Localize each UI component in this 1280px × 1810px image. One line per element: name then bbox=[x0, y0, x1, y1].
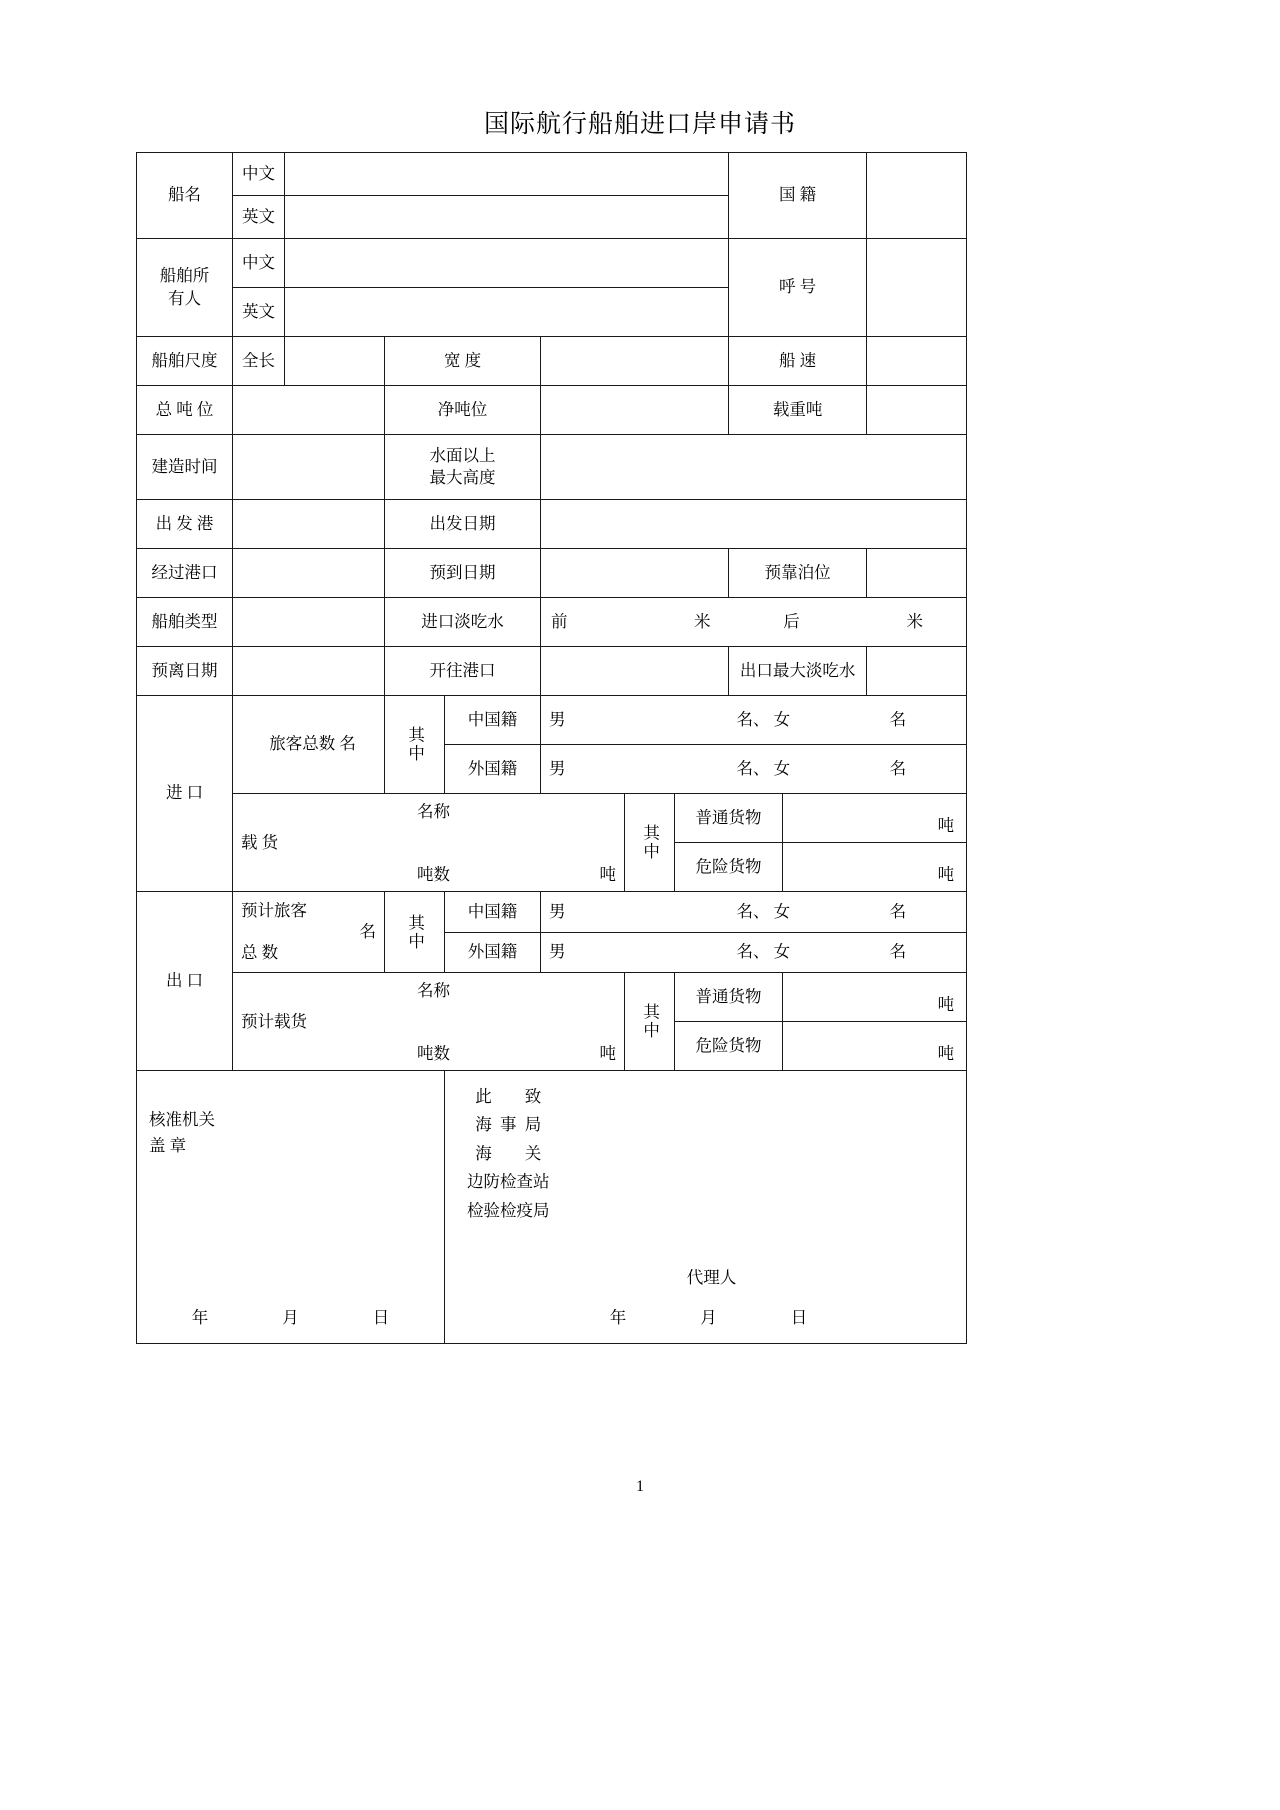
label-draft-meter-fore: 米 bbox=[694, 611, 711, 631]
cc-item-border-inspection: 边防检查站 bbox=[467, 1172, 550, 1192]
field-air-draft[interactable] bbox=[541, 435, 967, 500]
label-export-section: 出 口 bbox=[137, 892, 233, 1071]
cc-item-quarantine-bureau: 检验检疫局 bbox=[467, 1200, 550, 1220]
label-air-draft-line1: 水面以上 bbox=[429, 445, 496, 465]
label-draft-meter-aft: 米 bbox=[906, 611, 924, 631]
label-etd: 预离日期 bbox=[137, 647, 233, 696]
label-call-sign: 呼 号 bbox=[729, 239, 867, 337]
label-nationality: 国 籍 bbox=[729, 153, 867, 239]
label-ship-owner bbox=[137, 239, 233, 337]
label-import-dangerous-cargo: 危险货物 bbox=[675, 843, 783, 892]
table-row bbox=[137, 892, 967, 933]
label-import-passenger-total: 旅客总数 名 bbox=[233, 696, 385, 794]
label-export-cargo: 预计载货 bbox=[241, 1011, 307, 1031]
label-departure-port: 出 发 港 bbox=[137, 500, 233, 549]
label-export-foreign-nationality: 外国籍 bbox=[445, 932, 541, 973]
label-agent-year: 年 bbox=[609, 1307, 627, 1327]
label-approval-month: 月 bbox=[282, 1307, 299, 1327]
table-row bbox=[137, 549, 967, 598]
field-transit-ports[interactable] bbox=[233, 549, 385, 598]
field-departure-port[interactable] bbox=[233, 500, 385, 549]
label-import-general-cargo: 普通货物 bbox=[675, 794, 783, 843]
table-row bbox=[137, 435, 967, 500]
label-name-female-fn-import: 名、 女 bbox=[736, 758, 791, 778]
label-draft-fore: 前 bbox=[551, 611, 568, 631]
label-import-general-unit: 吨 bbox=[937, 815, 955, 835]
field-deadweight[interactable] bbox=[867, 386, 967, 435]
label-ship-name-english: 英文 bbox=[233, 196, 285, 239]
label-berth: 预靠泊位 bbox=[729, 549, 867, 598]
field-ship-name-chinese[interactable] bbox=[285, 153, 729, 196]
cc-recipients-cell[interactable] bbox=[445, 1071, 967, 1344]
label-export-cargo-name: 名称 bbox=[417, 980, 450, 1000]
field-import-draft[interactable] bbox=[541, 598, 967, 647]
field-breadth[interactable] bbox=[541, 337, 729, 386]
label-export-cargo-among: 其中 bbox=[625, 973, 675, 1071]
label-export-pax-line1: 预计旅客 bbox=[241, 901, 307, 920]
field-next-port[interactable] bbox=[541, 647, 729, 696]
field-export-max-draft[interactable] bbox=[867, 647, 967, 696]
table-row bbox=[137, 239, 967, 288]
label-ship-speed: 船 速 bbox=[729, 337, 867, 386]
label-export-pax-unit: 名 bbox=[359, 921, 376, 941]
page-title: 国际航行船舶进口岸申请书 bbox=[483, 111, 796, 138]
table-row bbox=[137, 500, 967, 549]
label-import-foreign-nationality: 外国籍 bbox=[445, 745, 541, 794]
label-net-tonnage: 净吨位 bbox=[385, 386, 541, 435]
label-air-draft bbox=[385, 435, 541, 500]
label-import-cargo-tons: 吨数 bbox=[417, 865, 450, 885]
label-name-fn-import: 名 bbox=[889, 758, 907, 778]
field-eta[interactable] bbox=[541, 549, 729, 598]
label-export-dangerous-unit: 吨 bbox=[937, 1043, 955, 1063]
label-name-female-cn-export: 名、 女 bbox=[736, 901, 791, 921]
field-nationality[interactable] bbox=[867, 153, 967, 239]
field-gross-tonnage[interactable] bbox=[233, 386, 385, 435]
label-export-passenger-total bbox=[233, 892, 385, 973]
label-import-cargo-among: 其中 bbox=[625, 794, 675, 892]
label-agent: 代理人 bbox=[686, 1268, 737, 1287]
field-build-time[interactable] bbox=[233, 435, 385, 500]
approval-seal-cell[interactable] bbox=[137, 1071, 445, 1344]
table-row bbox=[137, 153, 967, 196]
label-export-general-cargo: 普通货物 bbox=[675, 973, 783, 1022]
field-net-tonnage[interactable] bbox=[541, 386, 729, 435]
field-export-general-cargo[interactable] bbox=[783, 973, 967, 1022]
label-male-cn-import: 男 bbox=[549, 709, 566, 729]
label-import-chinese-nationality: 中国籍 bbox=[445, 696, 541, 745]
label-import-section: 进 口 bbox=[137, 696, 233, 892]
cc-list bbox=[467, 1083, 550, 1225]
approval-date-line bbox=[137, 1307, 444, 1329]
field-etd[interactable] bbox=[233, 647, 385, 696]
field-ship-speed[interactable] bbox=[867, 337, 967, 386]
field-berth[interactable] bbox=[867, 549, 967, 598]
table-row bbox=[137, 598, 967, 647]
table-row bbox=[137, 647, 967, 696]
label-ship-type: 船舶类型 bbox=[137, 598, 233, 647]
label-ship-dimensions: 船舶尺度 bbox=[137, 337, 233, 386]
label-deadweight: 载重吨 bbox=[729, 386, 867, 435]
label-export-cargo-ton-unit: 吨 bbox=[599, 1044, 616, 1064]
label-export-among: 其中 bbox=[385, 892, 445, 973]
label-next-port: 开往港口 bbox=[385, 647, 541, 696]
label-export-max-draft: 出口最大淡吃水 bbox=[729, 647, 867, 696]
field-import-dangerous-cargo[interactable] bbox=[783, 843, 967, 892]
field-ship-type[interactable] bbox=[233, 598, 385, 647]
label-import-dangerous-unit: 吨 bbox=[937, 864, 955, 884]
cc-item-maritime-bureau: 海 事 局 bbox=[475, 1115, 542, 1135]
label-name-female-fn-export: 名、 女 bbox=[736, 942, 791, 962]
label-gross-tonnage: 总 吨 位 bbox=[137, 386, 233, 435]
label-name-cn-export: 名 bbox=[889, 901, 907, 921]
field-ship-owner-chinese[interactable] bbox=[285, 239, 729, 288]
label-agent-day: 日 bbox=[790, 1307, 808, 1327]
label-export-general-unit: 吨 bbox=[937, 994, 955, 1014]
label-transit-ports: 经过港口 bbox=[137, 549, 233, 598]
label-approval-authority: 核准机关 bbox=[149, 1110, 215, 1129]
label-name-female-cn-import: 名、 女 bbox=[736, 709, 791, 729]
field-export-foreign-pax[interactable] bbox=[541, 932, 967, 973]
label-ship-owner-chinese: 中文 bbox=[233, 239, 285, 288]
label-ship-name: 船名 bbox=[137, 153, 233, 239]
table-row bbox=[137, 337, 967, 386]
label-draft-aft: 后 bbox=[783, 611, 800, 631]
table-row bbox=[137, 794, 967, 843]
label-name-fn-export: 名 bbox=[889, 942, 907, 962]
cc-heading: 此 致 bbox=[475, 1087, 542, 1106]
field-ship-owner-english[interactable] bbox=[285, 288, 729, 337]
label-export-chinese-nationality: 中国籍 bbox=[445, 892, 541, 933]
field-overall-length[interactable] bbox=[285, 337, 385, 386]
label-agent-month: 月 bbox=[700, 1307, 717, 1327]
label-breadth: 宽 度 bbox=[385, 337, 541, 386]
label-import-cargo-name: 名称 bbox=[417, 801, 450, 821]
label-departure-date: 出发日期 bbox=[385, 500, 541, 549]
field-import-foreign-pax[interactable] bbox=[541, 745, 967, 794]
label-approval-year: 年 bbox=[191, 1307, 209, 1327]
label-import-cargo: 载 货 bbox=[241, 832, 279, 852]
table-row bbox=[137, 973, 967, 1022]
label-eta: 预到日期 bbox=[385, 549, 541, 598]
label-name-cn-import: 名 bbox=[889, 709, 907, 729]
field-departure-date[interactable] bbox=[541, 500, 967, 549]
field-export-chinese-pax[interactable] bbox=[541, 892, 967, 933]
label-male-fn-export: 男 bbox=[549, 942, 566, 962]
field-import-general-cargo[interactable] bbox=[783, 794, 967, 843]
label-import-cargo-ton-unit: 吨 bbox=[599, 865, 616, 885]
label-air-draft-line2: 最大高度 bbox=[429, 468, 496, 487]
agent-date-line bbox=[445, 1307, 966, 1329]
label-male-cn-export: 男 bbox=[549, 901, 566, 921]
field-import-cargo[interactable] bbox=[233, 794, 625, 892]
table-row bbox=[137, 696, 967, 745]
label-male-fn-import: 男 bbox=[549, 758, 566, 778]
application-form-table bbox=[136, 152, 967, 1344]
label-export-dangerous-cargo: 危险货物 bbox=[675, 1022, 783, 1071]
label-approval-seal: 盖 章 bbox=[149, 1136, 187, 1155]
field-call-sign[interactable] bbox=[867, 239, 967, 337]
label-export-pax-line2: 总 数 bbox=[241, 942, 279, 962]
table-row bbox=[137, 1071, 967, 1344]
label-overall-length: 全长 bbox=[233, 337, 285, 386]
label-approval-day: 日 bbox=[372, 1307, 390, 1327]
label-ship-owner-line1: 船舶所 bbox=[159, 266, 210, 286]
label-ship-name-chinese: 中文 bbox=[233, 153, 285, 196]
label-ship-owner-english: 英文 bbox=[233, 288, 285, 337]
field-ship-name-english[interactable] bbox=[285, 196, 729, 239]
label-export-cargo-tons: 吨数 bbox=[417, 1044, 450, 1064]
page-number: 1 bbox=[636, 1478, 644, 1495]
label-ship-owner-line2: 有人 bbox=[168, 288, 201, 308]
field-export-cargo[interactable] bbox=[233, 973, 625, 1071]
label-import-among: 其中 bbox=[385, 696, 445, 794]
cc-item-customs: 海 关 bbox=[475, 1143, 542, 1163]
table-row bbox=[137, 386, 967, 435]
field-export-dangerous-cargo[interactable] bbox=[783, 1022, 967, 1071]
label-build-time: 建造时间 bbox=[137, 435, 233, 500]
field-import-chinese-pax[interactable] bbox=[541, 696, 967, 745]
label-import-draft: 进口淡吃水 bbox=[385, 598, 541, 647]
